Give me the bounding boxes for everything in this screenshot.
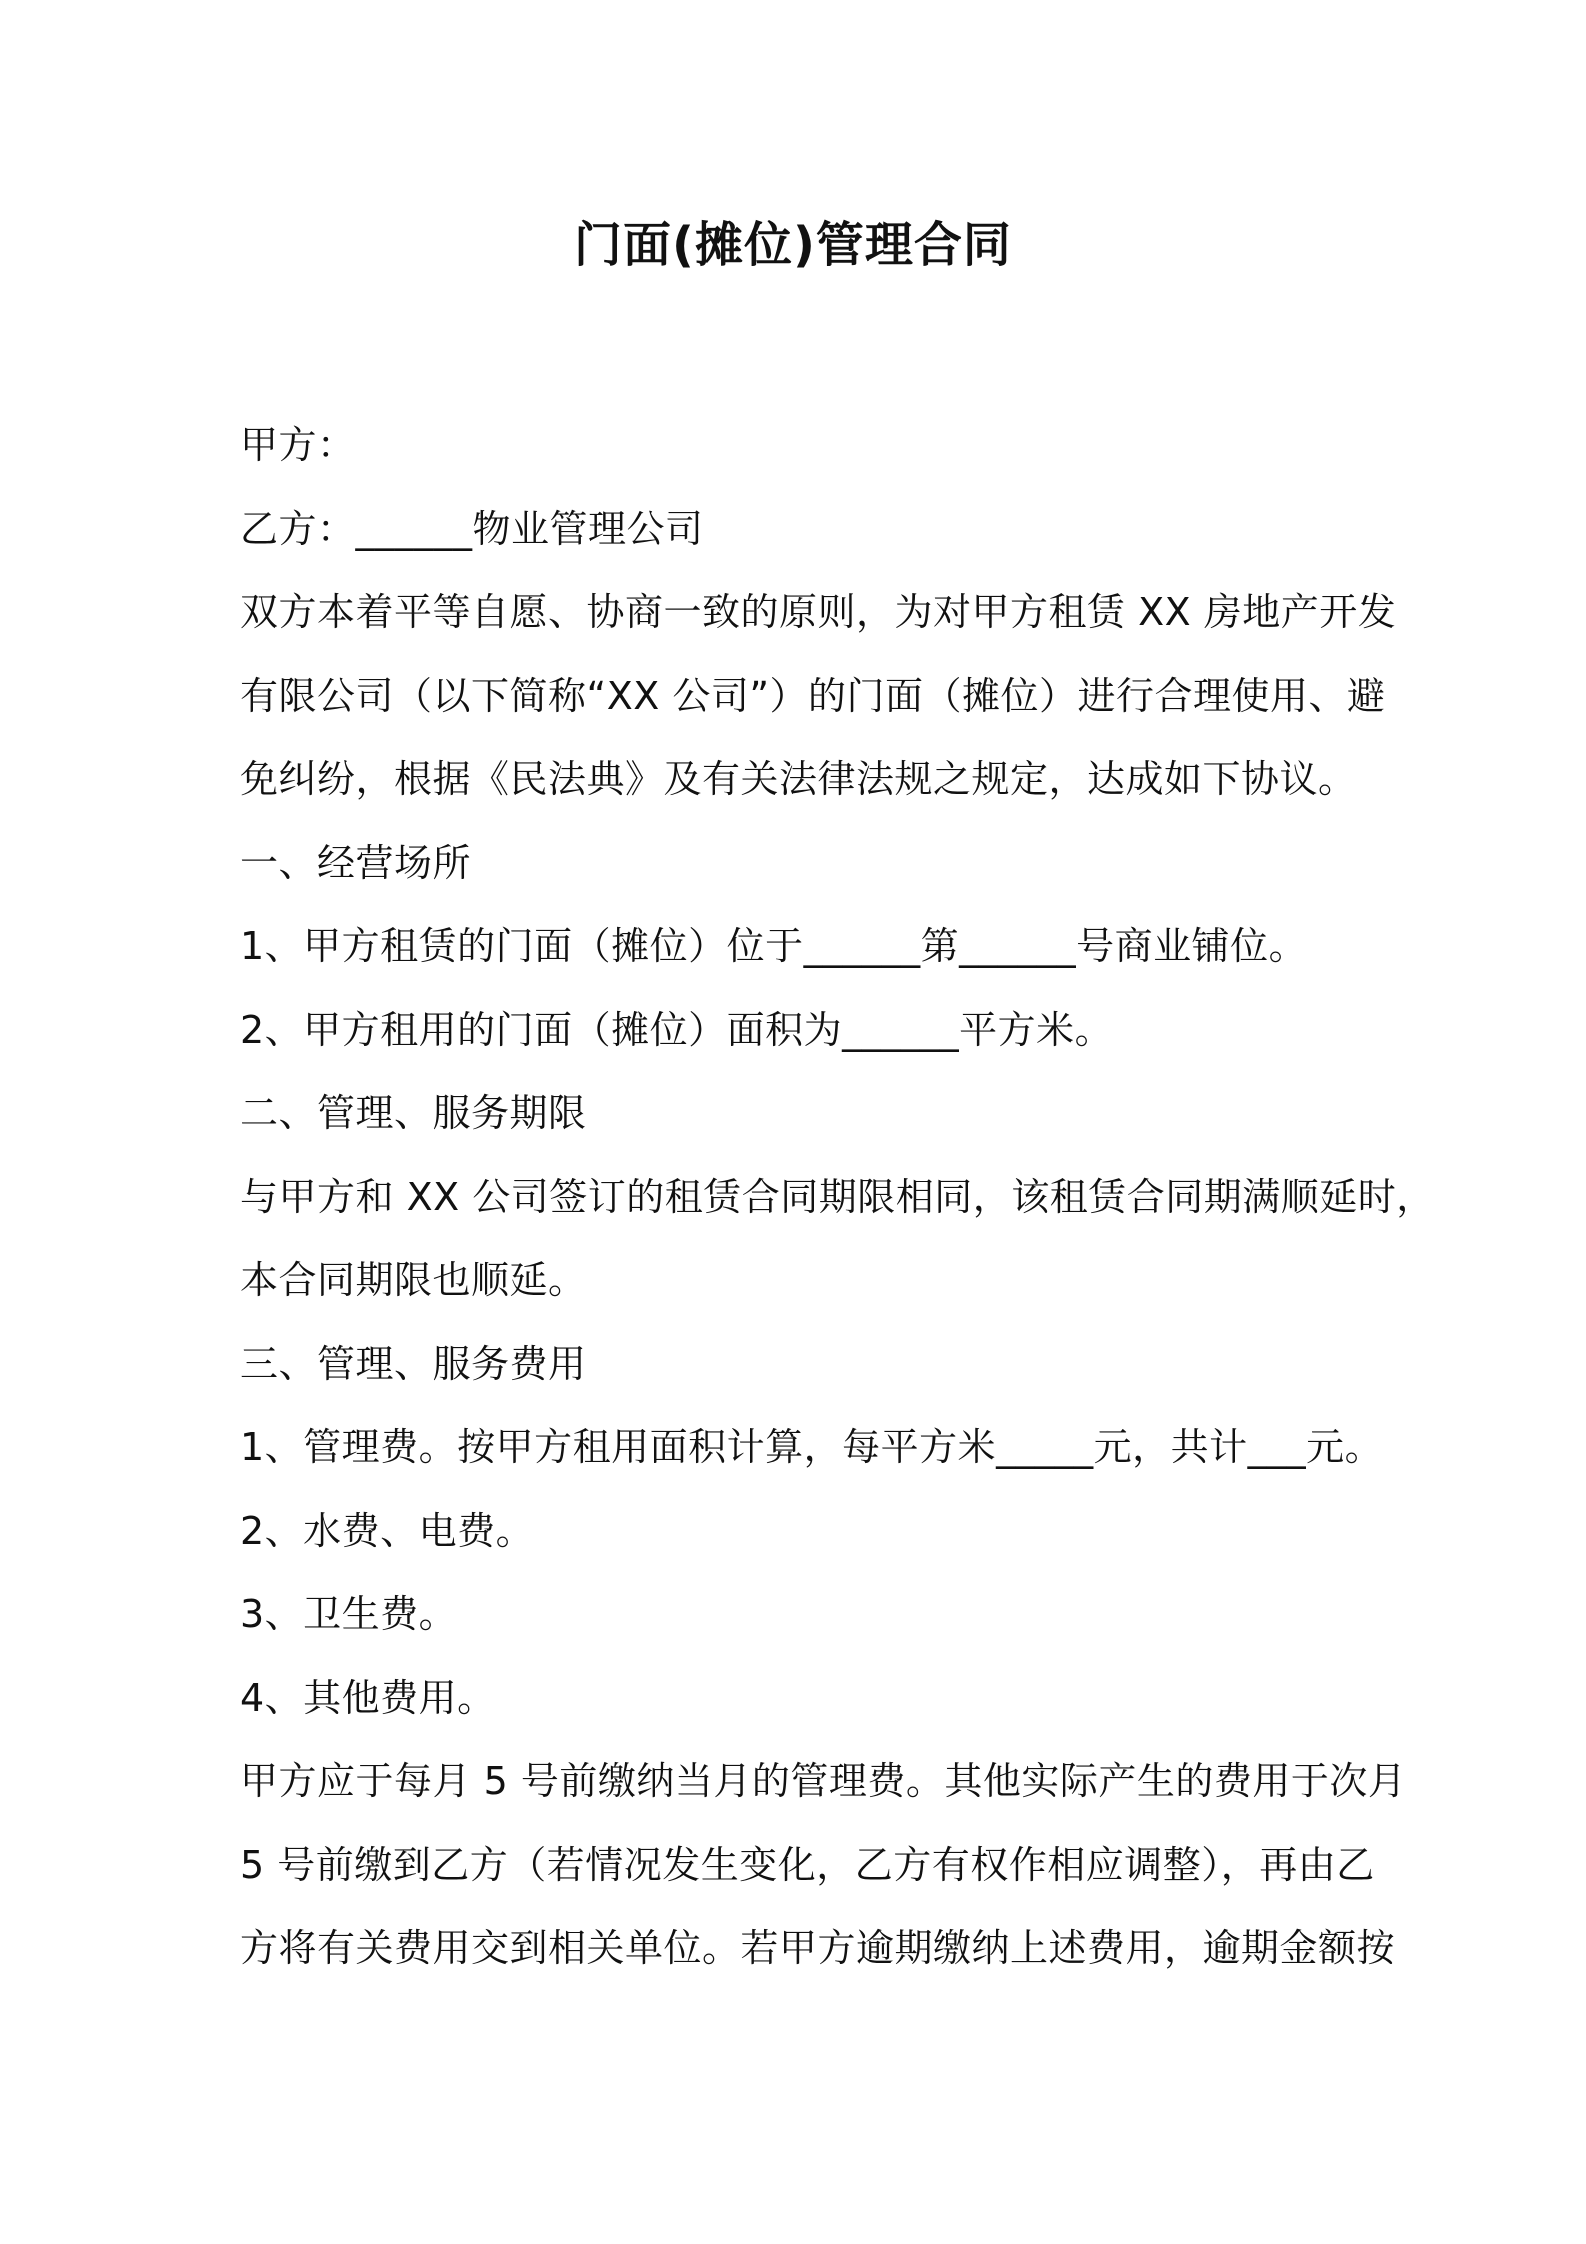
section-3-item-2: 2、水费、电费。 — [240, 1508, 535, 1553]
section-1-item-1: 1、甲方租赁的门面（摊位）位于______第______号商业铺位。 — [240, 924, 1308, 968]
section-2-text-line-2: 本合同期限也顺延。 — [240, 1258, 587, 1302]
preamble-line-3: 免纠纷，根据《民法典》及有关法律法规之规定，达成如下协议。 — [240, 757, 1357, 801]
document-title: 门面(摊位)管理合同 — [574, 217, 1012, 273]
section-3-item-4: 4、其他费用。 — [240, 1675, 496, 1720]
payment-terms-line-1: 甲方应于每月 5 号前缴纳当月的管理费。其他实际产生的费用于次月 — [240, 1759, 1407, 1803]
section-3-item-1: 1、管理费。按甲方租用面积计算，每平方米_____元，共计___元。 — [240, 1425, 1384, 1469]
section-2-text-line-1: 与甲方和 XX 公司签订的租赁合同期限相同，该租赁合同期满顺延时， — [240, 1174, 1435, 1219]
payment-terms-line-2: 5 号前缴到乙方（若情况发生变化，乙方有权作相应调整），再由乙 — [240, 1842, 1375, 1887]
section-3-heading: 三、管理、服务费用 — [240, 1341, 587, 1386]
party-b-line: 乙方：______物业管理公司 — [240, 506, 704, 551]
document-body — [240, 404, 1435, 1991]
section-1-item-2: 2、甲方租用的门面（摊位）面积为______平方米。 — [240, 1007, 1114, 1052]
section-3-item-3: 3、卫生费。 — [240, 1592, 458, 1636]
party-a-line: 甲方： — [240, 423, 356, 467]
preamble-line-2: 有限公司（以下简称“XX 公司”）的门面（摊位）进行合理使用、避 — [240, 673, 1386, 718]
payment-terms-line-3: 方将有关费用交到相关单位。若甲方逾期缴纳上述费用，逾期金额按 — [240, 1926, 1396, 1970]
section-2-heading: 二、管理、服务期限 — [240, 1091, 587, 1135]
section-1-heading: 一、经营场所 — [240, 840, 472, 885]
preamble-line-1: 双方本着平等自愿、协商一致的原则，为对甲方租赁 XX 房地产开发 — [240, 590, 1397, 634]
